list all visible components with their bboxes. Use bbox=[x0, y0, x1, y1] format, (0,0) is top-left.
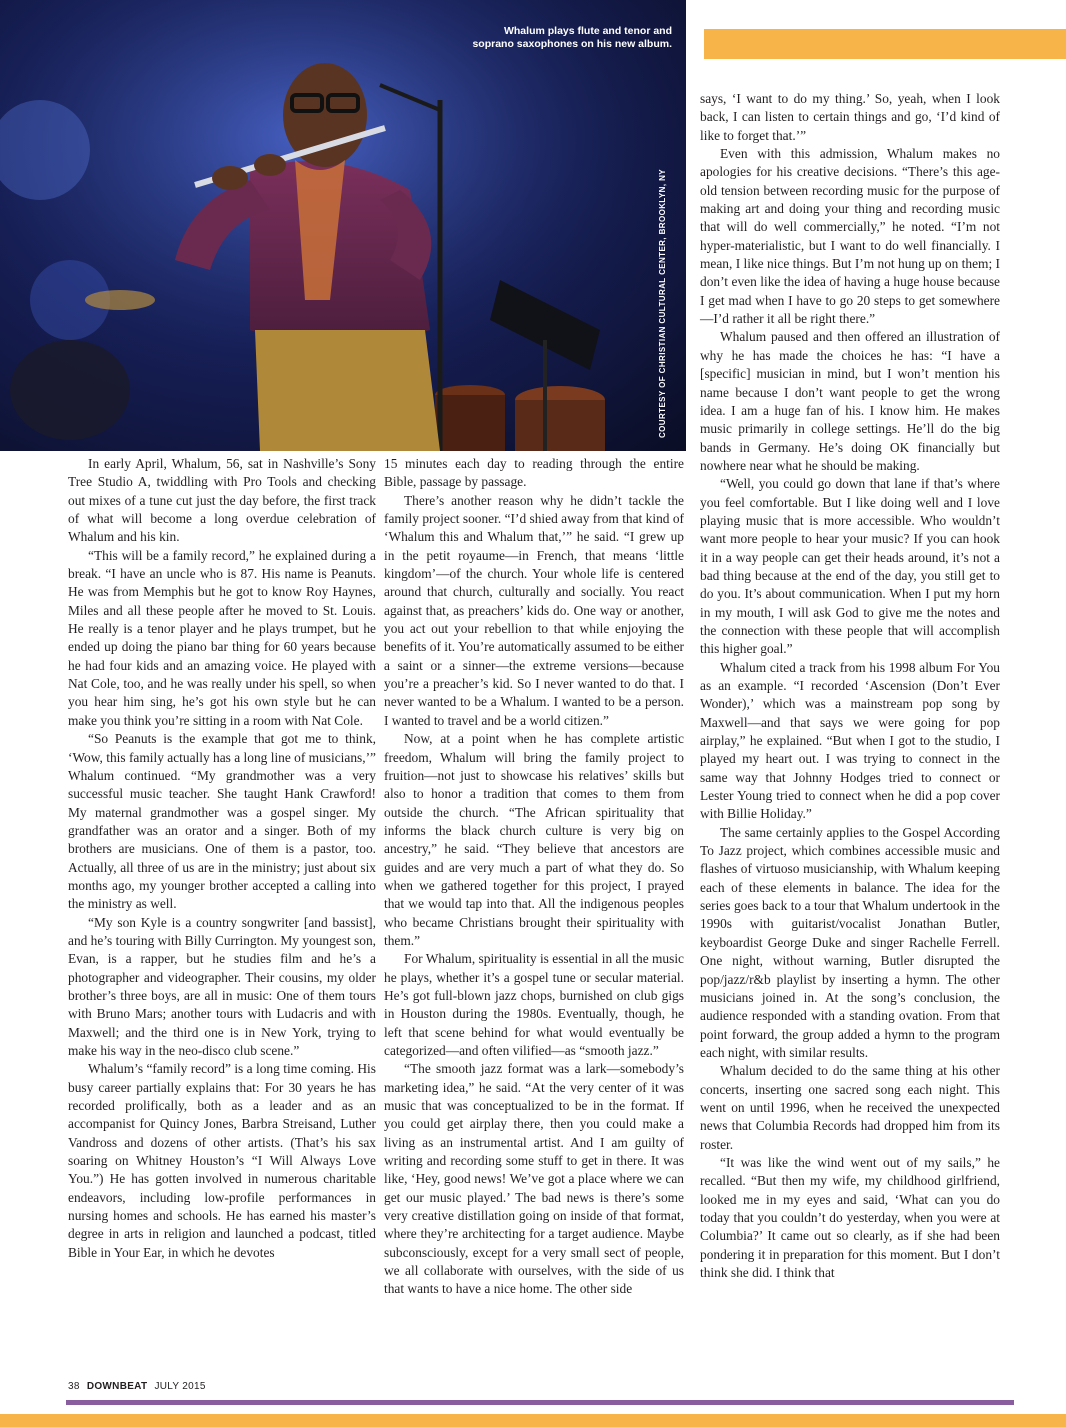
orange-accent-tab bbox=[704, 29, 1066, 59]
article-column-3 bbox=[700, 90, 1000, 1282]
photo-credit: COURTESY OF CHRISTIAN CULTURAL CENTER, BROOKLYN, NY bbox=[658, 168, 667, 438]
paragraph: Whalum cited a track from his 1998 album For You as an example. “I recorded ‘Ascension (Don’t Ever Wonder),’ which was a mainstream pop song by Maxwell—and that says we were going for pop airplay,” he explained. “But when I got to the studio, I played my heart out. I was trying to connect in the same way that Johnny Hodges tried to connect or Lester Young tried to connect when he did a pop cover with Billie Holiday.” bbox=[700, 659, 1000, 822]
paragraph: says, ‘I want to do my thing.’ So, yeah, when I look back, I can listen to certain things and go, ‘I’d kind of like to forget that.’” bbox=[700, 91, 1000, 143]
paragraph: There’s another reason why he didn’t tackle the family project sooner. “I’d shied away from that kind of ‘Whalum this and Whalum that,’” he said. “I grew up in the petit royaume—in French, that means ‘little kingdom’—of the church. Your whole life is centered around that church, culturally and socially. You react against that, as preachers’ kids do. One way or another, you act out your rebellion to that while enjoying the benefits of it. You’re automatically assumed to be either a saint or a sinner—the extreme versions—because you’re a preacher’s kid. So I never wanted to do that. I never wanted to be a Whalum. I wanted to be a person. I wanted to travel and be a world citizen.” bbox=[384, 492, 684, 728]
paragraph: In early April, Whalum, 56, sat in Nashville’s Sony Tree Studio A, twiddling with Pro Tools and checking out mixes of a tune cut just the day before, the first track of what will become a long overdue celebration of Whalum and his kin. bbox=[68, 456, 376, 545]
paragraph: The same certainly applies to the Gospel According To Jazz project, which combines accessible music and flashes of virtuoso musicianship, with Whalum keeping each of these elements in balance. The idea for the series goes back to a tour that Whalum undertook in the 1990s with guitarist/vocalist Jonathan Butler, keyboardist George Duke and singer Rachelle Ferrell. One night, without warning, Butler disrupted the pop/jazz/r&b playlist by inserting a hymn. The other musicians joined in. At the song’s conclusion, the audience responded with a standing ovation. From that point forward, the group added a hymn to the program each night, with similar results. bbox=[700, 824, 1000, 1060]
concert-photo bbox=[0, 0, 686, 451]
paragraph: “My son Kyle is a country songwriter [and bassist], and he’s touring with Billy Currington. My youngest son, Evan, is a rapper, but he studies film and he’s a photographer and videographer. Their cousins, my older brother’s three boys, are all in music: One of them tours with Bruno Mars; another tours with Ludacris and with Maxwell; and the third one is in New York, trying to make his way in the neo-disco club scene.” bbox=[68, 914, 376, 1058]
paragraph: “Well, you could go down that lane if that’s where you feel comfortable. But I like doing well and I love playing music that is more accessible. Who wouldn’t want more people to hear your music? If you can hook it in a way people can get their heads around, it’s not a bad thing because at the end of the day, you still get to do you. It’s about communication. When I put my horn in my mouth, I will ask God to give me the notes and the connection with these people that will accomplish this higher goal.” bbox=[700, 476, 1000, 657]
paragraph: “So Peanuts is the example that got me to think, ‘Wow, this family actually has a long line of musicians,’” Whalum continued. “My grandmother was a very successful music teacher. She taught Hank Crawford! My maternal grandmother was a gospel singer. My grandfather was an orator and a singer. Both of my brothers are musicians. One of them is a pastor, too. Actually, all three of us are in the ministry; just about six months ago, my younger brother accepted a calling into the ministry as well. bbox=[68, 731, 376, 912]
issue-date: JULY 2015 bbox=[154, 1381, 206, 1392]
article-column-1 bbox=[68, 455, 376, 1262]
footer-band bbox=[0, 1414, 1066, 1427]
page-footer bbox=[68, 1381, 206, 1392]
magazine-name: DOWNBEAT bbox=[86, 1381, 148, 1392]
paragraph: 15 minutes each day to reading through the entire Bible, passage by passage. bbox=[384, 456, 684, 490]
page-number: 38 bbox=[68, 1381, 80, 1392]
paragraph: “The smooth jazz format was a lark—somebody’s marketing idea,” he said. “At the very center of it was music that was conceptualized to be in the format. If you could get airplay there, then you could make a living as an instrumental artist. And I am guilty of writing and recording some stuff to get in there. It was like, ‘Hey, good news! We’ve got a place where we can get our music played.’ The bad news is there’s some very creative distillation going on inside of that format, where they’re architecting for a target audience. Maybe subconsciously, except for a very small sect of people, we all collaborate with ourselves, with the side of us that wants to have a nice home. The other side bbox=[384, 1061, 684, 1297]
paragraph: For Whalum, spirituality is essential in all the music he plays, whether it’s a gospel tune or secular material. He’s got full-blown jazz chops, burnished on club gigs in Houston during the 1980s. Eventually, though, he left that scene behind for what would eventually be categorized—and often vilified—as “smooth jazz.” bbox=[384, 951, 684, 1058]
paragraph: Even with this admission, Whalum makes no apologies for his creative decisions. “There’s this age-old tension between recording music for the purpose of making art and doing your thing and recording music that will do well commercially,” he noted. “I’m not hyper-materialistic, but I want to do well financially. I mean, I like nice things. But I’m not hung up on them; I don’t even like the idea of having a huge house because I get mad when I have to go 20 steps to get somewhere—I’d rather it all be right there.” bbox=[700, 146, 1000, 327]
article-column-2 bbox=[384, 455, 684, 1299]
photo-illustration bbox=[0, 0, 686, 451]
paragraph: Whalum paused and then offered an illustration of why he has made the choices he has: “I have a [specific] musician in mind, but I won’t mention his name because I don’t want people to get the wrong idea. I am a huge fan of his. I know him. He makes music primarily in college settings. He’ll do the big bands in Germany. He’s doing OK financially but nowhere near what he should be making. bbox=[700, 329, 1000, 473]
paragraph: Now, at a point when he has complete artistic freedom, Whalum will bring the family project to fruition—not just to showcase his relatives’ skills but also to honor a tradition that comes to them from outside the church. “The African spirituality that informs the black church culture is very big on ancestry,” he said. “They believe that ancestors are guides and are very much a part of what they do. So when we gathered together for this project, I prayed that we would tap into that. All the indigenous peoples who became Christians brought their spirituality with them.” bbox=[384, 731, 684, 948]
paragraph: Whalum decided to do the same thing at his other concerts, inserting one sacred song each night. This went on until 1996, when he received the unexpected news that Columbia Records had dropped him from its roster. bbox=[700, 1063, 1000, 1152]
photo-caption: Whalum plays flute and tenor and soprano saxophones on his new album. bbox=[472, 25, 672, 50]
footer-rule bbox=[66, 1400, 1014, 1405]
paragraph: Whalum’s “family record” is a long time coming. His busy career partially explains that: For 30 years he has recorded prolifically, both as a leader and as an accompanist for Quincy Jones, Barbra Streisand, Luther Vandross and dozens of other artists. (That’s his sax soaring on Whitney Houston’s “I Will Always Love You.”) He has gotten involved in numerous charitable endeavors, including low-profile performances in nursing homes and schools. He has earned his master’s degree in arts in religion and launched a podcast, titled Bible in Your Ear, in which he devotes bbox=[68, 1061, 376, 1260]
paragraph: “This will be a family record,” he explained during a break. “I have an uncle who is 87. His name is Peanuts. He was from Memphis but he got to know Roy Haynes, Miles and all these people after he moved to St. Louis. He really is a tenor player and he plays trumpet, but he ended up doing the piano bar thing for 60 years because he had four kids and an amazing voice. He played with Nat Cole, too, and he was really under his spell, so when you hear him sing, he’s got his own style but he can make you think you’re sitting in a room with Nat Cole. bbox=[68, 547, 376, 728]
paragraph: “It was like the wind went out of my sails,” he recalled. “But then my wife, my childhood girlfriend, looked me in my eyes and said, ‘What can you do today that you couldn’t do yesterday, when you were at Columbia?’ It came out so clearly, as if she had been pondering it in preparation for this moment. But I don’t think she did. I think that bbox=[700, 1154, 1000, 1280]
